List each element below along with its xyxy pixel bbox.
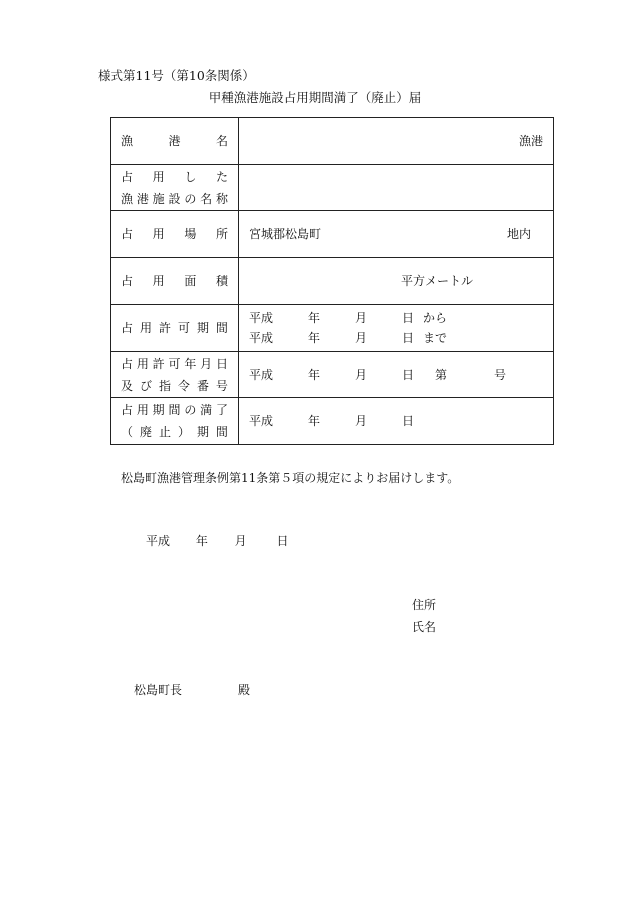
label-facility-name: 占 用 し た 漁 港 施 設 の 名 称 bbox=[111, 165, 239, 211]
value-permit-date-number[interactable]: 平成 年 月 日 第 号 bbox=[239, 352, 554, 398]
row-permit-period bbox=[111, 305, 554, 352]
row-port-name bbox=[111, 118, 554, 165]
notification-form-table bbox=[110, 117, 554, 445]
row-facility-name bbox=[111, 165, 554, 211]
label-permit-date-number: 占 用 許 可 年 月 日 及 び 指 令 番 号 bbox=[111, 352, 239, 398]
address-label: 住所 bbox=[412, 598, 437, 612]
addressee-honorific: 殿 bbox=[238, 683, 251, 697]
label-expiry-period: 占 用 期 間 の 満 了 （ 廃 止 ） 期 間 bbox=[111, 398, 239, 445]
value-expiry-period[interactable]: 平成 年 月 日 bbox=[239, 398, 554, 445]
submission-date: 平成 年 月 日 bbox=[146, 534, 289, 548]
period-to-line: 平成 年 月 日 まで bbox=[249, 331, 448, 345]
document-title: 甲種漁港施設占用期間満了（廃止）届 bbox=[208, 90, 422, 105]
row-area bbox=[111, 258, 554, 305]
value-facility-name[interactable] bbox=[239, 165, 554, 211]
port-suffix: 漁港 bbox=[518, 134, 543, 148]
value-port-name[interactable] bbox=[239, 118, 554, 165]
value-area[interactable] bbox=[239, 258, 554, 305]
label-permit-period: 占 用 許 可 期 間 bbox=[111, 305, 239, 352]
label-location: 占 用 場 所 bbox=[111, 211, 239, 258]
row-location bbox=[111, 211, 554, 258]
row-permit-date-number bbox=[111, 352, 554, 398]
value-location[interactable] bbox=[239, 211, 554, 258]
area-unit: 平方メートル bbox=[401, 274, 474, 288]
form-number: 様式第11号（第10条関係） bbox=[98, 68, 255, 83]
label-port-name: 漁 港 名 bbox=[111, 118, 239, 165]
addressee-mayor: 松島町長 bbox=[134, 683, 183, 697]
addressee bbox=[134, 681, 250, 698]
label-area: 占 用 面 積 bbox=[111, 258, 239, 305]
location-suffix: 地内 bbox=[506, 227, 531, 241]
location-town: 宮城郡松島町 bbox=[249, 227, 322, 241]
name-label: 氏名 bbox=[412, 620, 437, 634]
statement-text: 松島町漁港管理条例第11条第５項の規定によりお届けします。 bbox=[121, 471, 460, 485]
row-expiry-period bbox=[111, 398, 554, 445]
period-from-line: 平成 年 月 日 から bbox=[249, 311, 448, 325]
value-permit-period[interactable] bbox=[239, 305, 554, 352]
